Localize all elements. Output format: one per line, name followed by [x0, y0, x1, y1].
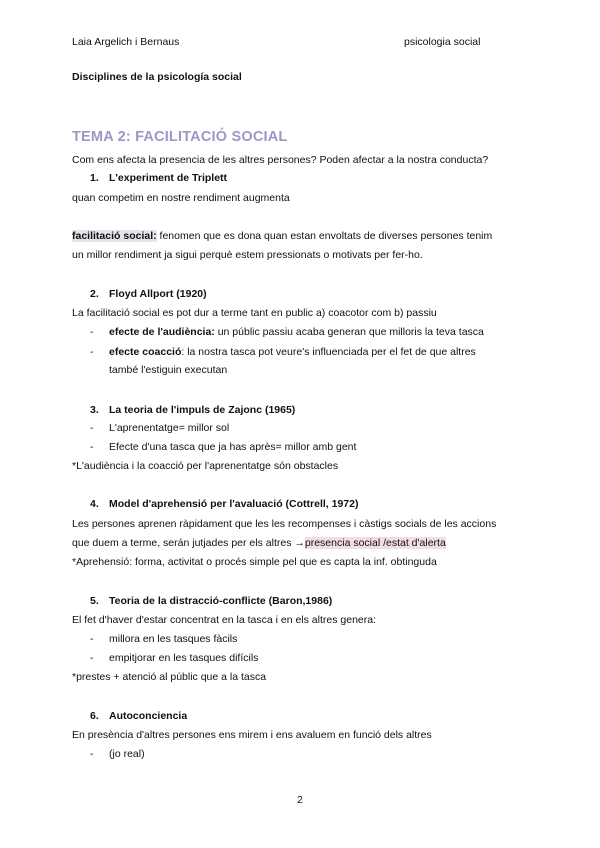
intro-question: Com ens afecta la presencia de les altres persones? Poden afectar a la nostra conducta? — [72, 154, 489, 166]
section-5-text: El fet d'haver d'estar concentrat en la tasca i en els altres genera: — [72, 614, 377, 626]
section-2-title: Floyd Allport (1920) — [109, 288, 207, 300]
bullet-term: efecte coacció — [109, 346, 182, 358]
section-2-number: 2. — [90, 288, 99, 300]
definition-line-1 — [72, 230, 492, 242]
section-2-bullet-1 — [109, 326, 484, 338]
page-number: 2 — [297, 794, 303, 806]
bullet-marker: - — [90, 652, 94, 664]
section-5-bullet-1: millora en les tasques fàcils — [109, 633, 238, 645]
section-6-text: En presència d'altres persones ens mirem i ens avaluem en funció dels altres — [72, 729, 432, 741]
section-3-title: La teoria de l'impuls de Zajonc (1965) — [109, 404, 296, 416]
section-6-title: Autoconciencia — [109, 710, 188, 722]
bullet-text: : la nostra tasca pot veure's influenciada per el fet de que altres — [181, 346, 476, 358]
bullet-marker: - — [90, 422, 94, 434]
section-3-bullet-1: L'aprenentatge= millor sol — [109, 422, 230, 434]
section-4-title: Model d'aprehensió per l'avaluació (Cottrell, 1972) — [109, 498, 359, 510]
highlighted-text: presencia social /estat d'alerta — [304, 537, 446, 549]
definition-line-2: un millor rendiment ja sigui perquè estem pressionats o motivats per fer-ho. — [72, 249, 423, 261]
section-6-number: 6. — [90, 710, 99, 722]
section-2-text: La facilitació social es pot dur a terme tant en public a) coacotor com b) passiu — [72, 307, 437, 319]
section-4-line-1: Les persones aprenen ràpidament que les les recompenses i càstigs socials de les accions — [72, 518, 497, 530]
section-5-number: 5. — [90, 595, 99, 607]
section-3-number: 3. — [90, 404, 99, 416]
section-1-number: 1. — [90, 172, 99, 184]
section-5-bullet-2: empitjorar en les tasques difícils — [109, 652, 259, 664]
section-3-note: *L'audiència i la coacció per l'aprenentatge són obstacles — [72, 460, 339, 472]
section-4-line-2-text: que duem a terme, serán jutjades per els altres → — [72, 537, 305, 549]
definition-term: facilitació social: — [72, 230, 157, 242]
section-6-bullet-1: (jo real) — [109, 748, 145, 760]
section-4-note: *Aprehensió: forma, activitat o procés simple pel que es capta la inf. obtinguda — [72, 556, 437, 568]
bullet-marker: - — [90, 748, 94, 760]
tema-heading: TEMA 2: FACILITACIÓ SOCIAL — [72, 129, 288, 145]
bullet-text: un públic passiu acaba generan que milloris la teva tasca — [214, 326, 484, 338]
section-2-bullet-2 — [109, 346, 476, 358]
bullet-marker: - — [90, 326, 94, 338]
document-title: Disciplines de la psicología social — [72, 71, 242, 83]
bullet-term: efecte de l'audiència: — [109, 326, 215, 338]
section-5-title: Teoria de la distracció-conflicte (Baron,1986) — [109, 595, 333, 607]
section-2-bullet-2-cont: també l'estiguin executan — [109, 364, 228, 376]
bullet-marker: - — [90, 441, 94, 453]
section-4-number: 4. — [90, 498, 99, 510]
section-5-note: *prestes + atenció al públic que a la tasca — [72, 671, 267, 683]
section-1-text: quan competim en nostre rendiment augmenta — [72, 192, 290, 204]
bullet-marker: - — [90, 633, 94, 645]
section-1-title: L'experiment de Triplett — [109, 172, 228, 184]
header-author: Laia Argelich i Bernaus — [72, 36, 180, 48]
bullet-marker: - — [90, 346, 94, 358]
header-subject: psicologia social — [404, 36, 481, 48]
section-3-bullet-2: Efecte d'una tasca que ja has après= millor amb gent — [109, 441, 357, 453]
section-4-line-2 — [72, 537, 446, 549]
definition-text-1: fenomen que es dona quan estan envoltats de diverses persones tenim — [156, 230, 493, 242]
